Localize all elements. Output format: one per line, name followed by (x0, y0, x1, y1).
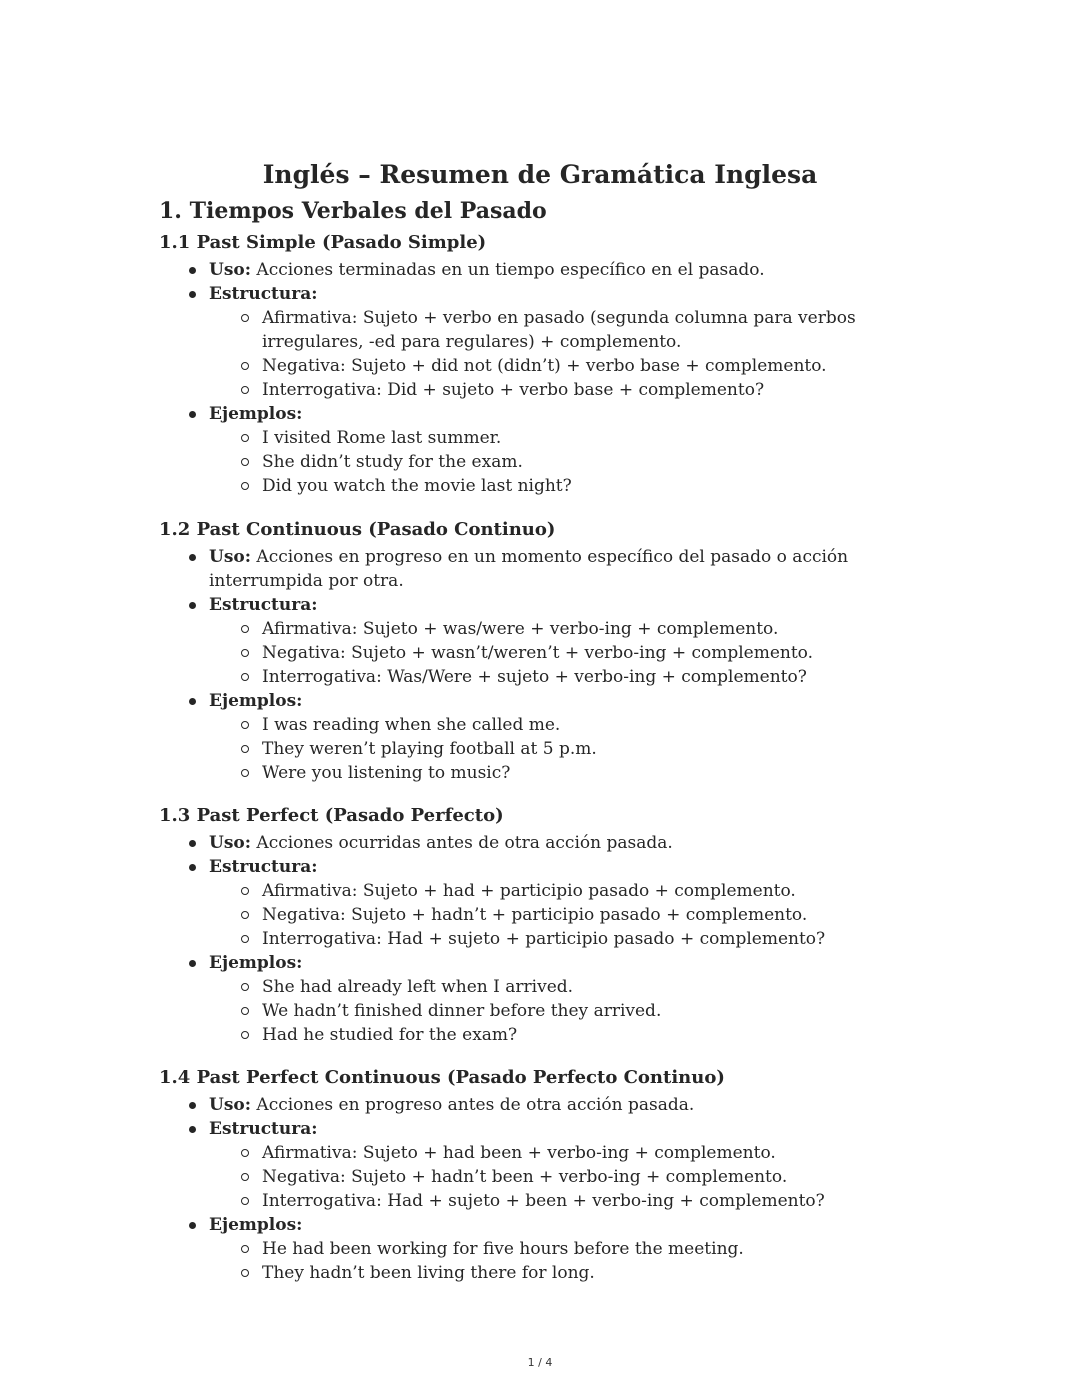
estructura-item (209, 1117, 318, 1141)
estructura-item (209, 593, 318, 617)
estructura-text: Interrogativa: Had + sujeto + been + verbo-ing + complemento? (262, 1191, 825, 1211)
subsection-heading: 1.4 Past Perfect Continuous (Pasado Perfecto Continuo) (159, 1067, 725, 1088)
estructura-subitem (262, 378, 764, 402)
section-heading: 1. Tiempos Verbales del Pasado (159, 198, 547, 224)
item-label: Uso: (209, 547, 252, 567)
bullet-icon (189, 602, 196, 609)
ejemplos-item (209, 689, 302, 713)
ejemplo-text: We hadn’t finished dinner before they arrived. (262, 1001, 662, 1021)
ejemplo-text: They weren’t playing football at 5 p.m. (262, 739, 597, 759)
circle-bullet-icon (241, 482, 249, 490)
ejemplo-text: Had he studied for the exam? (262, 1025, 518, 1045)
estructura-subitem (262, 1165, 787, 1189)
circle-bullet-icon (241, 314, 249, 322)
circle-bullet-icon (241, 1007, 249, 1015)
ejemplo-text: I was reading when she called me. (262, 715, 561, 735)
document-title: Inglés – Resumen de Gramática Inglesa (262, 160, 818, 189)
estructura-subitem (262, 927, 825, 951)
estructura-text: Interrogativa: Had + sujeto + participio pasado + complemento? (262, 929, 826, 949)
estructura-subitem (262, 306, 856, 330)
ejemplo-subitem (262, 975, 573, 999)
estructura-item (209, 282, 318, 306)
estructura-subitem (262, 1141, 776, 1165)
ejemplo-text: She didn’t study for the exam. (262, 452, 523, 472)
circle-bullet-icon (241, 1245, 249, 1253)
circle-bullet-icon (241, 362, 249, 370)
item-label: Estructura: (209, 284, 318, 304)
bullet-icon (189, 864, 196, 871)
circle-bullet-icon (241, 983, 249, 991)
bullet-icon (189, 698, 196, 705)
estructura-text: Negativa: Sujeto + hadn’t + participio pasado + complemento. (262, 905, 808, 925)
bullet-icon (189, 554, 196, 561)
ejemplo-text: She had already left when I arrived. (262, 977, 574, 997)
ejemplo-text: Were you listening to music? (262, 763, 511, 783)
estructura-text: Afirmativa: Sujeto + had been + verbo-ing + complemento. (262, 1143, 776, 1163)
ejemplos-item (209, 1213, 302, 1237)
item-label: Uso: (209, 260, 252, 280)
circle-bullet-icon (241, 673, 249, 681)
ejemplos-item (209, 951, 302, 975)
item-label: Estructura: (209, 1119, 318, 1139)
item-label: Estructura: (209, 595, 318, 615)
bullet-icon (189, 291, 196, 298)
estructura-text: Afirmativa: Sujeto + was/were + verbo-ing + complemento. (262, 619, 779, 639)
uso-text: Acciones ocurridas antes de otra acción pasada. (256, 833, 673, 853)
subsection-heading: 1.3 Past Perfect (Pasado Perfecto) (159, 805, 504, 826)
estructura-subitem (262, 665, 807, 689)
circle-bullet-icon (241, 769, 249, 777)
estructura-subitem (262, 903, 807, 927)
uso-text: Acciones en progreso en un momento específico del pasado o acción (256, 547, 849, 567)
estructura-subitem (262, 641, 813, 665)
circle-bullet-icon (241, 649, 249, 657)
item-label: Ejemplos: (209, 1215, 303, 1235)
estructura-subitem (262, 354, 827, 378)
circle-bullet-icon (241, 1149, 249, 1157)
item-label: Ejemplos: (209, 691, 303, 711)
circle-bullet-icon (241, 1031, 249, 1039)
ejemplo-text: They hadn’t been living there for long. (262, 1263, 595, 1283)
item-label: Ejemplos: (209, 953, 303, 973)
ejemplo-subitem (262, 713, 560, 737)
estructura-subitem-continuation (262, 330, 681, 354)
bullet-icon (189, 1126, 196, 1133)
estructura-text: Afirmativa: Sujeto + had + participio pasado + complemento. (262, 881, 796, 901)
ejemplo-subitem (262, 737, 597, 761)
uso-item-continuation (209, 569, 404, 593)
uso-item (209, 831, 673, 855)
uso-item (209, 545, 848, 569)
ejemplo-subitem (262, 474, 572, 498)
bullet-icon (189, 840, 196, 847)
estructura-subitem (262, 1189, 825, 1213)
uso-text: Acciones en progreso antes de otra acción pasada. (256, 1095, 695, 1115)
circle-bullet-icon (241, 625, 249, 633)
uso-item (209, 1093, 694, 1117)
circle-bullet-icon (241, 911, 249, 919)
estructura-text: Afirmativa: Sujeto + verbo en pasado (segunda columna para verbos (262, 308, 856, 328)
estructura-item (209, 855, 318, 879)
item-label: Estructura: (209, 857, 318, 877)
circle-bullet-icon (241, 458, 249, 466)
circle-bullet-icon (241, 386, 249, 394)
bullet-icon (189, 411, 196, 418)
uso-text: interrumpida por otra. (209, 571, 404, 591)
estructura-subitem (262, 879, 796, 903)
circle-bullet-icon (241, 887, 249, 895)
item-label: Uso: (209, 833, 252, 853)
bullet-icon (189, 1102, 196, 1109)
circle-bullet-icon (241, 1269, 249, 1277)
estructura-text: Interrogativa: Was/Were + sujeto + verbo-ing + complemento? (262, 667, 807, 687)
circle-bullet-icon (241, 434, 249, 442)
estructura-text: Interrogativa: Did + sujeto + verbo base + complemento? (262, 380, 765, 400)
subsection-heading: 1.2 Past Continuous (Pasado Continuo) (159, 519, 556, 540)
ejemplo-text: Did you watch the movie last night? (262, 476, 572, 496)
ejemplo-subitem (262, 426, 501, 450)
ejemplo-text: He had been working for five hours before the meeting. (262, 1239, 744, 1259)
circle-bullet-icon (241, 721, 249, 729)
ejemplo-text: I visited Rome last summer. (262, 428, 502, 448)
bullet-icon (189, 960, 196, 967)
ejemplo-subitem (262, 999, 661, 1023)
bullet-icon (189, 267, 196, 274)
estructura-text: Negativa: Sujeto + hadn’t been + verbo-ing + complemento. (262, 1167, 788, 1187)
estructura-text: Negativa: Sujeto + did not (didn’t) + verbo base + complemento. (262, 356, 827, 376)
ejemplo-subitem (262, 1237, 744, 1261)
circle-bullet-icon (241, 1173, 249, 1181)
item-label: Uso: (209, 1095, 252, 1115)
subsection-heading: 1.1 Past Simple (Pasado Simple) (159, 232, 487, 253)
item-label: Ejemplos: (209, 404, 303, 424)
uso-text: Acciones terminadas en un tiempo específico en el pasado. (256, 260, 765, 280)
estructura-subitem (262, 617, 778, 641)
circle-bullet-icon (241, 745, 249, 753)
circle-bullet-icon (241, 935, 249, 943)
ejemplo-subitem (262, 761, 510, 785)
ejemplos-item (209, 402, 302, 426)
uso-item (209, 258, 765, 282)
ejemplo-subitem (262, 1023, 517, 1047)
page-number: 1 / 4 (527, 1356, 553, 1369)
ejemplo-subitem (262, 450, 523, 474)
estructura-text: irregulares, -ed para regulares) + complemento. (262, 332, 682, 352)
circle-bullet-icon (241, 1197, 249, 1205)
estructura-text: Negativa: Sujeto + wasn’t/weren’t + verbo-ing + complemento. (262, 643, 814, 663)
ejemplo-subitem (262, 1261, 595, 1285)
bullet-icon (189, 1222, 196, 1229)
